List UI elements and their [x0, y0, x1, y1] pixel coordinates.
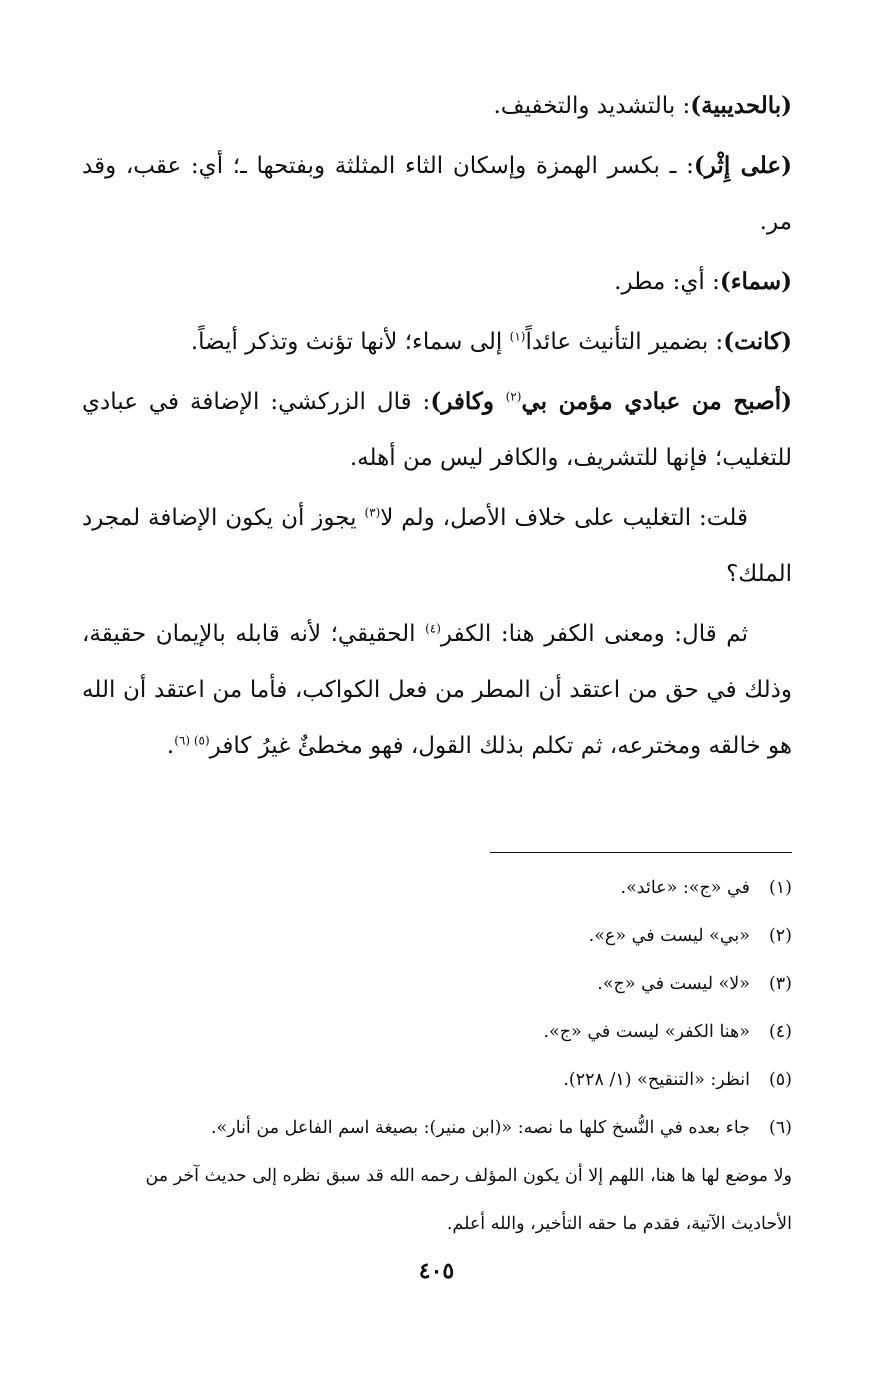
page-number: ٤٠٥ [418, 1258, 455, 1284]
gloss: : أي: مطر. [614, 269, 720, 295]
footnote-2 [82, 912, 792, 960]
paragraph-text: . [166, 733, 175, 759]
paragraph-1 [82, 78, 792, 134]
footnote-ref[interactable]: (٢) [505, 389, 522, 404]
footnote-number: (٥) [768, 1070, 792, 1090]
term: (سماء) [719, 268, 792, 295]
footnote-ref[interactable]: (٤) [425, 621, 441, 636]
footnote-text: «بي» ليست في «ع». [588, 926, 750, 946]
footnote-1 [82, 864, 792, 912]
gloss: : بضمير التأنيث عائداً [525, 329, 724, 355]
footnote-4 [82, 1008, 792, 1056]
footnote-5 [82, 1056, 792, 1104]
term: (كانت) [723, 328, 792, 355]
gloss: : ـ بكسر الهمزة وإسكان الثاء المثلثة وبفتحها ـ؛ أي: عقب، وقد مر. [82, 153, 792, 235]
footnote-number: (٦) [768, 1118, 792, 1138]
paragraph-2 [82, 138, 792, 250]
paragraph-3 [82, 254, 792, 310]
main-text [82, 78, 792, 778]
paragraph-text: ثم قال: ومعنى الكفر هنا: الكفر [440, 621, 748, 647]
paragraph-text: قلت: التغليب على خلاف الأصل، ولم لا [380, 505, 748, 531]
footnote-ref[interactable]: (٥) (٦) [174, 733, 210, 748]
footnote-6 [82, 1104, 792, 1152]
gloss: : قال الزركشي: الإضافة في عبادي للتغليب؛ فإنها للتشريف، والكافر ليس من أهله. [82, 389, 792, 471]
footnotes [82, 864, 792, 1248]
footnote-3 [82, 960, 792, 1008]
footnote-6-continuation: ولا موضع لها ها هنا، اللهم إلا أن يكون المؤلف رحمه الله قد سبق نظره إلى حديث آخر من الأحاديث الآتية، فقدم ما حقه التأخير، والله أعلم. [145, 1166, 792, 1234]
footnote-text: «لا» ليست في «ج». [597, 974, 750, 994]
paragraph-5 [82, 374, 792, 486]
footnote-ref[interactable]: (٣) [364, 505, 381, 520]
footnote-number: (١) [768, 878, 792, 898]
footnote-number: (٤) [768, 1022, 792, 1042]
paragraph-text: يجوز أن يكون الإضافة لمجرد الملك؟ [82, 505, 792, 587]
footnote-number: (٣) [768, 974, 792, 994]
paragraph-6 [82, 490, 792, 602]
paragraph-text: الحقيقي؛ لأنه قابله بالإيمان حقيقة، وذلك في حق من اعتقد أن المطر من فعل الكواكب، فأما من اعتقد أن الله هو خالقه ومخترعه، ثم تكلم بذلك القول، فهو مخطئٌ غيرُ كافر [82, 621, 792, 759]
footnote-divider [490, 852, 792, 853]
term: (أصبح من عبادي مؤمن بي [521, 388, 793, 415]
term: وكافر) [430, 388, 506, 415]
term: (بالحديبية) [690, 92, 792, 119]
footnote-text: في «ج»: «عائد». [620, 878, 750, 898]
paragraph-4 [82, 314, 792, 370]
term: (على إِثْر) [693, 152, 792, 179]
gloss: : بالتشديد والتخفيف. [493, 93, 691, 119]
footnote-number: (٢) [768, 926, 792, 946]
footnote-text: انظر: «التنقيح» (١/ ٢٢٨). [563, 1070, 750, 1090]
footnote-ref[interactable]: (١) [509, 329, 526, 344]
paragraph-7 [82, 606, 792, 774]
footnote-text: «هنا الكفر» ليست في «ج». [543, 1022, 750, 1042]
footnote-text: جاء بعده في النُّسخ كلها ما نصه: «(ابن منير): بصيغة اسم الفاعل من أنار». [210, 1118, 750, 1138]
gloss: إلى سماء؛ لأنها تؤنث وتذكر أيضاً. [190, 329, 510, 355]
